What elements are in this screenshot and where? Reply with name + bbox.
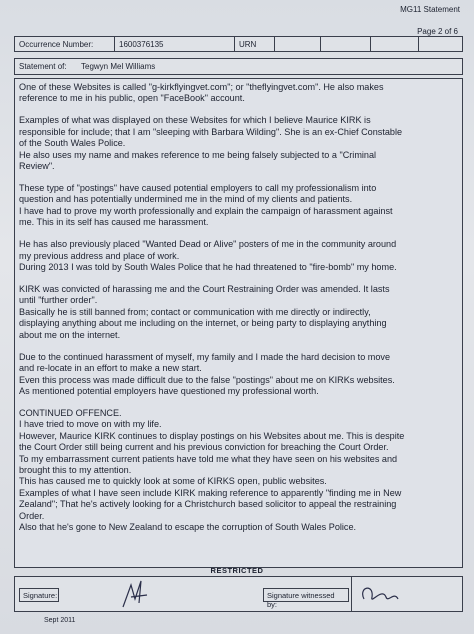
signature-row <box>14 576 463 612</box>
text-line: until "further order". <box>19 295 98 306</box>
text-line: This has caused me to quickly look at some of KIRKS open, public websites. <box>19 476 327 487</box>
occurrence-value: 1600376135 <box>115 37 235 51</box>
signature-mark <box>61 577 261 611</box>
text-line: However, Maurice KIRK continues to display postings on his Websites about me. This is despite <box>19 430 405 441</box>
text-line: question and has potentially undermined me in the mind of my clients and patients. <box>19 194 353 205</box>
urn-box <box>371 37 419 51</box>
text-line: of the South Wales Police. <box>19 138 126 149</box>
text-line: Order. <box>19 510 45 521</box>
statement-of-label: Statement of: <box>19 62 67 71</box>
paragraph-6 <box>19 352 458 398</box>
urn-box <box>419 37 464 51</box>
urn-box <box>275 37 321 51</box>
text-line: Review". <box>19 161 55 172</box>
restricted-marking: RESTRICTED <box>210 566 264 575</box>
occurrence-label: Occurrence Number: <box>15 37 115 51</box>
urn-box <box>321 37 371 51</box>
text-line: As mentioned potential employers have questioned my professional worth. <box>19 385 319 396</box>
occurrence-row <box>14 36 463 52</box>
text-line: responsible for include; that I am "sleeping with Barbara Wilding". She is an ex-Chief Constable <box>19 126 403 137</box>
text-line: I have had to prove my worth professionally and explain the campaign of harassment against <box>19 205 393 216</box>
paragraph-2 <box>19 115 458 172</box>
text-line: During 2013 I was told by South Wales Police that he had threatened to "fire-bomb" my home. <box>19 262 397 273</box>
paragraph-4 <box>19 239 458 273</box>
paragraph-3 <box>19 183 458 229</box>
text-line: brought this to my attention. <box>19 464 132 475</box>
text-line: Examples of what I have seen include KIRK making reference to apparently "finding me in New <box>19 487 402 498</box>
form-code: MG11 Statement <box>400 5 460 14</box>
text-line: Zealand"; That he's actively looking for a Christchurch based solicitor to appeal the restraining <box>19 499 397 510</box>
paragraph-1 <box>19 82 458 105</box>
text-line: CONTINUED OFFENCE. <box>19 407 122 418</box>
text-line: Basically he is still banned from; contact or communication with me directly or indirectly, <box>19 306 371 317</box>
text-line: Even this process was made difficult due to the false "postings" about me on KIRKs websites. <box>19 374 395 385</box>
urn-label: URN <box>235 37 275 51</box>
witness-label: Signature witnessed by: <box>263 588 349 602</box>
text-line: Also that he's gone to New Zealand to escape the corruption of South Wales Police. <box>19 521 357 532</box>
signature-label: Signature: <box>19 588 59 602</box>
text-line: Due to the continued harassment of myself, my family and I made the hard decision to move <box>19 351 391 362</box>
paragraph-7 <box>19 408 458 533</box>
text-line: the Court Order still being current and his previous conviction for breaching the Court Order. <box>19 442 389 453</box>
text-line: He also uses my name and makes reference to me being falsely subjected to a "Criminal <box>19 149 377 160</box>
text-line: To my embarrassment current patients have told me what they have seen on his websites and <box>19 453 398 464</box>
text-line: my previous address and place of work. <box>19 250 180 261</box>
text-line: me. This in its self has caused me harassment. <box>19 217 209 228</box>
page-number: Page 2 of 6 <box>417 27 458 36</box>
text-line: These type of "postings" have caused potential employers to call my professionalism into <box>19 183 377 194</box>
text-line: He has also previously placed "Wanted Dead or Alive" posters of me in the community around <box>19 239 397 250</box>
text-line: and re-locate in an effort to make a new start. <box>19 363 202 374</box>
statement-body <box>14 78 463 568</box>
footer-date: Sept 2011 <box>44 617 76 624</box>
text-line: KIRK was convicted of harassing me and the Court Restraining Order was amended. It lasts <box>19 284 390 295</box>
text-line: reference to me in his public, open "FaceBook" account. <box>19 93 245 104</box>
text-line: about me on the internet. <box>19 329 121 340</box>
statement-of-value: Tegwyn Mel Williams <box>81 62 156 71</box>
text-line: I have tried to move on with my life. <box>19 419 162 430</box>
witness-signature-mark <box>351 577 463 611</box>
text-line: displaying anything about me including on the internet, or being party to displaying anything <box>19 318 387 329</box>
text-line: One of these Websites is called "g-kirkflyingvet.com"; or "theflyingvet.com". He also makes <box>19 82 384 92</box>
paragraph-5 <box>19 284 458 341</box>
text-line: Examples of what was displayed on these Websites for which I believe Maurice KIRK is <box>19 115 371 126</box>
statement-of-row <box>14 58 463 75</box>
